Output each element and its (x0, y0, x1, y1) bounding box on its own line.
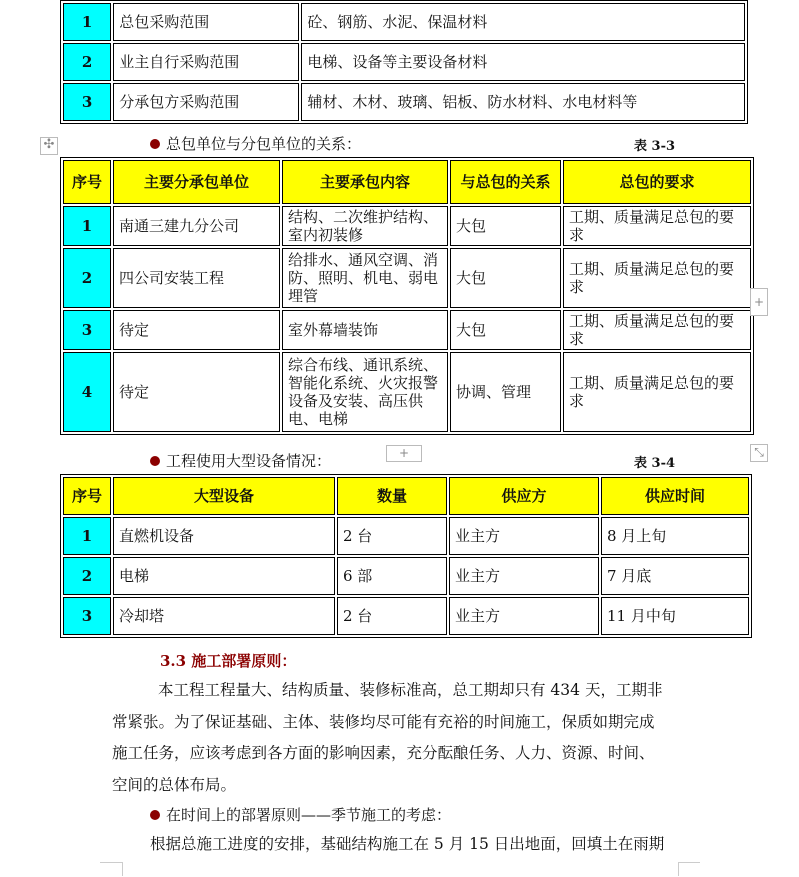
requirement-cell: 工期、质量满足总包的要求 (563, 206, 751, 246)
table-move-handle[interactable]: ✣ (40, 137, 58, 155)
equipment-cell: 直燃机设备 (113, 517, 335, 555)
table-row (63, 3, 745, 41)
procurement-scope-table (60, 0, 748, 124)
requirement-cell: 工期、质量满足总包的要求 (563, 310, 751, 350)
quantity-cell: 2 台 (337, 597, 447, 635)
time-cell: 8 月上旬 (601, 517, 749, 555)
header-cell: 序号 (63, 160, 111, 204)
table-row (63, 83, 745, 121)
paragraph-line: 施工任务，应该考虑到各方面的影响因素，充分酝酿任务、人力、资源、时间、 (112, 744, 655, 762)
caption-table-3-4 (150, 450, 331, 471)
header-cell: 序号 (63, 477, 111, 515)
bullet-icon (150, 810, 160, 820)
paragraph-line: 本工程工程量大、结构质量、装修标准高，总工期却只有 434 天，工期非 (158, 681, 663, 699)
time-cell: 7 月底 (601, 557, 749, 595)
paragraph-line: 空间的总体布局。 (112, 775, 237, 794)
header-cell: 与总包的关系 (450, 160, 561, 204)
row-number: 3 (63, 310, 111, 350)
table-header-row (63, 160, 751, 204)
unit-cell: 四公司安装工程 (113, 248, 280, 308)
row-number: 1 (63, 517, 111, 555)
caption-text: 工程使用大型设备情况： (166, 452, 332, 470)
add-column-button[interactable]: + (750, 288, 768, 316)
supplier-cell: 业主方 (449, 557, 599, 595)
paragraph-line: 根据总施工进度的安排，基础结构施工在 5 月 15 日出地面，回填土在雨期 (150, 835, 665, 853)
content-cell: 综合布线、通讯系统、智能化系统、火灾报警设备及安装、高压供电、电梯 (282, 352, 448, 432)
equipment-table (60, 474, 752, 638)
content-cell: 室外幕墙装饰 (282, 310, 448, 350)
quantity-cell: 2 台 (337, 517, 447, 555)
content-cell: 给排水、通风空调、消防、照明、机电、弱电埋管 (282, 248, 448, 308)
row-number: 1 (63, 206, 111, 246)
row-number: 1 (63, 3, 111, 41)
page-corner-mark (122, 862, 123, 876)
page-corner-mark (100, 862, 122, 863)
table-row (63, 248, 751, 308)
row-number: 2 (63, 43, 111, 81)
caption-table-3-3 (150, 133, 361, 154)
row-number: 4 (63, 352, 111, 432)
table-row (63, 597, 749, 635)
header-cell: 主要分承包单位 (113, 160, 280, 204)
scope-content: 电梯、设备等主要设备材料 (301, 43, 745, 81)
equipment-cell: 电梯 (113, 557, 335, 595)
scope-content: 砼、钢筋、水泥、保温材料 (301, 3, 745, 41)
row-number: 2 (63, 557, 111, 595)
row-number: 2 (63, 248, 111, 308)
row-number: 3 (63, 597, 111, 635)
bullet-time-principle (150, 804, 451, 825)
header-cell: 大型设备 (113, 477, 335, 515)
relation-cell: 大包 (450, 248, 561, 308)
relation-cell: 协调、管理 (450, 352, 561, 432)
table-row (63, 517, 749, 555)
caption-text: 总包单位与分包单位的关系： (166, 135, 362, 153)
equipment-cell: 冷却塔 (113, 597, 335, 635)
relation-cell: 大包 (450, 206, 561, 246)
header-cell: 总包的要求 (563, 160, 751, 204)
table-resize-handle[interactable]: ⤡ (750, 444, 768, 462)
header-cell: 主要承包内容 (282, 160, 448, 204)
unit-cell: 待定 (113, 352, 280, 432)
table-row (63, 310, 751, 350)
table-row (63, 352, 751, 432)
body-paragraph (112, 675, 682, 801)
scope-label: 业主自行采购范围 (113, 43, 299, 81)
page-corner-mark (678, 862, 679, 876)
table-row (63, 43, 745, 81)
body-paragraph (150, 829, 690, 861)
row-number: 3 (63, 83, 111, 121)
supplier-cell: 业主方 (449, 597, 599, 635)
scope-content: 辅材、木材、玻璃、铝板、防水材料、水电材料等 (301, 83, 745, 121)
section-heading: 3.3 施工部署原则： (160, 652, 297, 670)
quantity-cell: 6 部 (337, 557, 447, 595)
requirement-cell: 工期、质量满足总包的要求 (563, 352, 751, 432)
header-cell: 数量 (337, 477, 447, 515)
table-row (63, 206, 751, 246)
table-row (63, 557, 749, 595)
unit-cell: 待定 (113, 310, 280, 350)
paragraph-line: 常紧张。为了保证基础、主体、装修均尽可能有充裕的时间施工，保质如期完成 (112, 712, 655, 731)
add-row-button[interactable]: + (386, 445, 422, 462)
page-corner-mark (678, 862, 700, 863)
supplier-cell: 业主方 (449, 517, 599, 555)
bullet-text: 在时间上的部署原则——季节施工的考虑： (166, 806, 452, 824)
table-header-row (63, 477, 749, 515)
table-number: 表 3-3 (634, 139, 676, 154)
subcontractor-table (60, 157, 754, 435)
scope-label: 分承包方采购范围 (113, 83, 299, 121)
header-cell: 供应时间 (601, 477, 749, 515)
content-cell: 结构、二次维护结构、室内初装修 (282, 206, 448, 246)
bullet-icon (150, 456, 160, 466)
scope-label: 总包采购范围 (113, 3, 299, 41)
header-cell: 供应方 (449, 477, 599, 515)
unit-cell: 南通三建九分公司 (113, 206, 280, 246)
bullet-icon (150, 139, 160, 149)
relation-cell: 大包 (450, 310, 561, 350)
requirement-cell: 工期、质量满足总包的要求 (563, 248, 751, 308)
table-number: 表 3-4 (634, 456, 676, 471)
time-cell: 11 月中旬 (601, 597, 749, 635)
